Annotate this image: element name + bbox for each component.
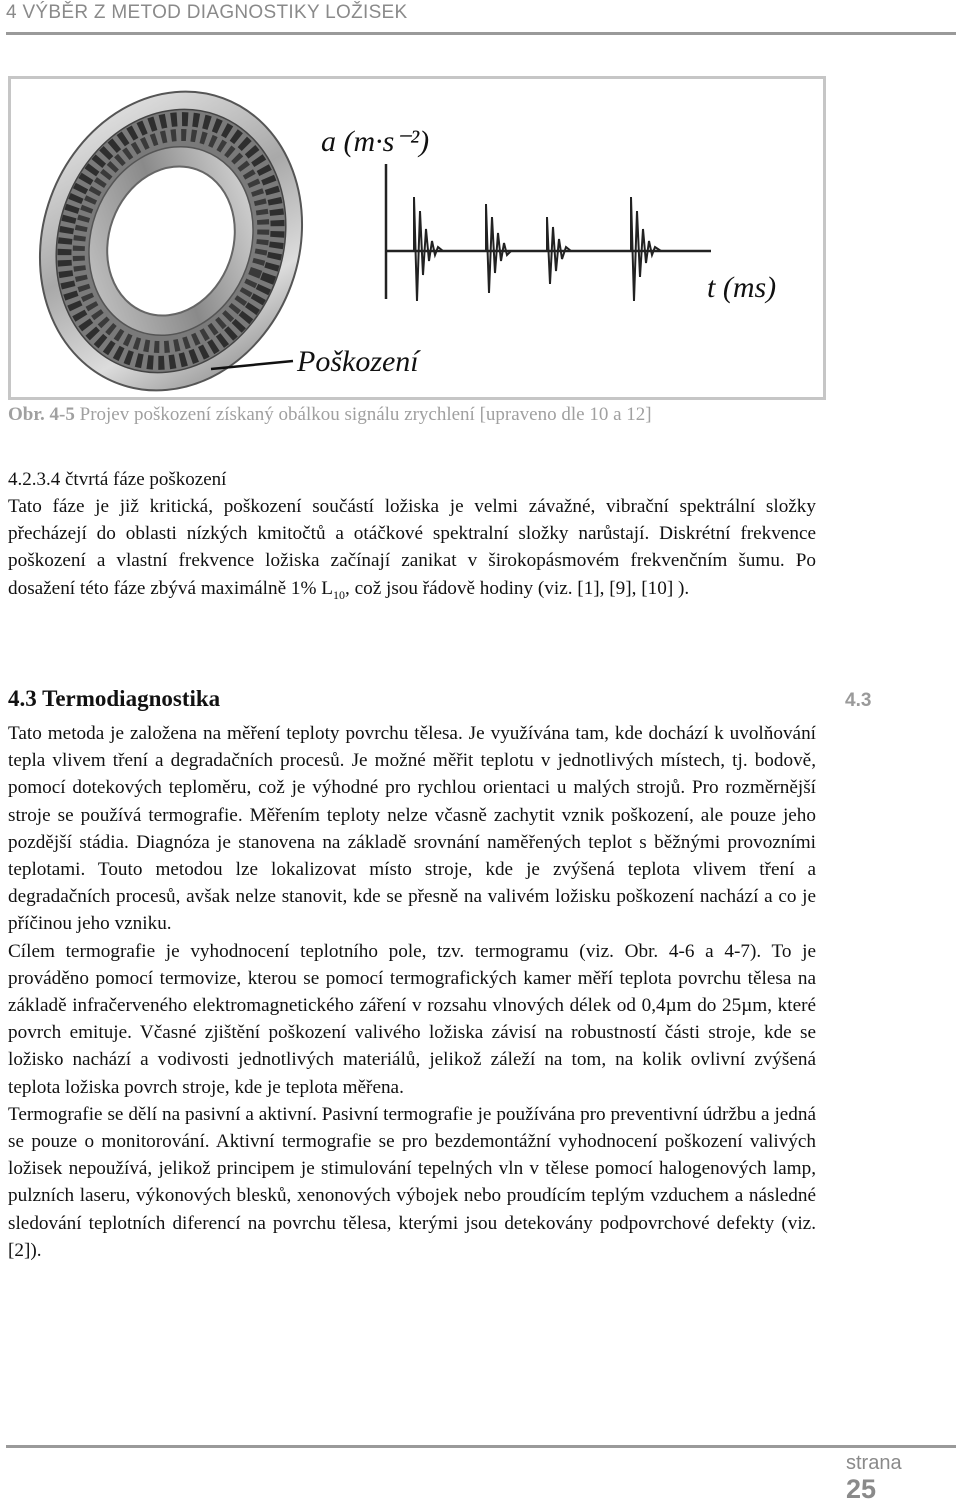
bearing-signal-illustration (11, 79, 823, 397)
section-margin-label: 4.3 (845, 690, 872, 711)
paragraph-text: , což jsou řádově hodiny (viz. [1], [9], [10] ). (344, 577, 690, 599)
signal-impulses (414, 197, 661, 301)
damage-label: Poškození (297, 345, 419, 378)
footer-divider (6, 1445, 956, 1448)
header-divider (6, 32, 956, 35)
figure-frame (8, 76, 826, 400)
chapter-header: 4 VÝBĚR Z METOD DIAGNOSTIKY LOŽISEK (6, 2, 408, 23)
paragraph-3: Termografie se dělí na pasivní a aktivní. Pasivní termografie je používána pro preventivní údržbu a jedná se pouze o monitorování. Aktivní termografie se pro bezdemontážní vyhodnocení poškození valivých ložisek nepoužívá, jelikož principem je stimulování tepelných vln v tělese pomocí halogenových lamp, pulzních laseru, výkonových blesků, xenonových výbojek nebo proudícím teplým vzduchem a následné sledování teplotních diferencí na povrchu tělesa, kterými jsou detekovány podpovrchové defekty (viz. [2]). (8, 1103, 816, 1261)
subsection-heading: 4.2.3.4 čtvrtá fáze poškození (8, 469, 227, 490)
section-title: 4.3 Termodiagnostika (8, 686, 221, 711)
paragraph-2: Cílem termografie je vyhodnocení teplotního pole, tzv. termogramu (viz. Obr. 4-6 a 4-7). To je prováděno pomocí termovize, kterou se pomocí termografických kamer měří teplota povrchu tělesa na základě infračerveného elektromagnetického záření v rozsahu vlnových délek od 0,4µm do 25µm, které povrch emituje. Včasné zjištění poškození valivého ložiska závisí na robustností části stroje, kde se ložisko nachází a vodivosti jednotlivých materiálů, jelikož záleží na tom, na kolik ovlivní zvýšená teplota ložiska povrch stroje, kde je teplota měřena. (8, 940, 816, 1098)
caption-label: Obr. 4-5 (8, 404, 75, 425)
x-axis-label: t (ms) (707, 271, 777, 304)
subscript: 10 (332, 587, 345, 602)
section-body (8, 720, 816, 1264)
figure-caption (8, 404, 652, 426)
page-label: strana (846, 1452, 902, 1474)
y-axis-label: a (m·s⁻²) (321, 125, 430, 158)
caption-text: Projev poškození získaný obálkou signálu zrychlení [upraveno dle 10 a 12] (79, 404, 652, 425)
bearing-image (11, 79, 343, 397)
paragraph-1: Tato metoda je založena na měření teploty povrchu tělesa. Je využívána tam, kde dochází k uvolňování tepla vlivem tření a degradačních procesů. Je možné měřit teplotu v jednotlivých místech, tj. bodově, pomocí dotekových teploměru, což je výhodné pro rychlou orientaci u malých strojů. Pro rozměrnější stroje se používá termografie. Měřením teploty nelze včasně zachytit vznik poškození, ale pouze jeho pozdější stádia. Diagnóza je stanovena na základě srovnání naměřených teplot s běžnými provozními teplotami. Touto metodou lze lokalizovat místo stroje, kde je zvýšená teplota vlivem tření a degradačních procesů, avšak nelze stanovit, kde se přesně na valivém ložisku poškození nachází a co je příčinou jeho vzniku. (8, 723, 816, 935)
subsection-paragraph (8, 493, 816, 609)
page-number: 25 (846, 1474, 877, 1504)
paragraph-text: Tato fáze je již kritická, poškození součástí ložiska je velmi závažné, vibrační spektrální složky přecházejí do oblasti nízkých kmitočtů a otáčkové spektralní složky narůstají. Diskrétní frekvence poškození a vlastní frekvence ložiska začínají zanikat v širokopásmovém frekvenčním šumu. Po dosažení této fáze zbývá maximálně 1% L (8, 496, 816, 599)
